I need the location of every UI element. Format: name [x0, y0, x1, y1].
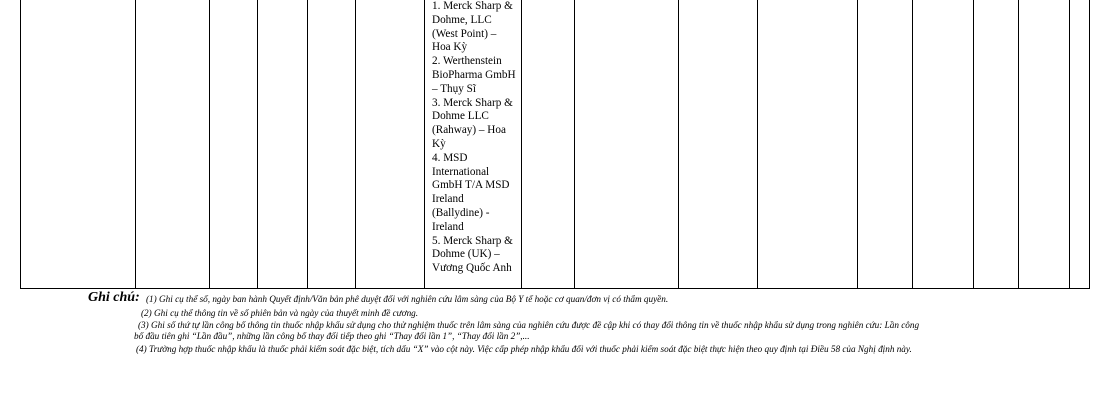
note-2: (2) Ghi cụ thể thông tin về số phiên bản và ngày của thuyết minh đề cương.	[141, 308, 419, 318]
note-3-line-1: (3) Ghi số thứ tự lần công bố thông tin thuốc nhập khẩu sử dụng cho thử nghiệm thuốc trên lâm sàng của nghiên cứu được đề cập khi có thay đổi thông tin về thuốc nhập khẩu sử dụng trong nghiên cứu: Lần công	[138, 320, 920, 330]
note-4: (4) Trường hợp thuốc nhập khẩu là thuốc phải kiểm soát đặc biệt, tích dấu “X” vào cột này. Việc cấp phép nhập khẩu đối với thuốc phải kiểm soát đặc biệt thực hiện theo quy định tại Điều 58 của Nghị định này.	[136, 344, 912, 354]
note-3-line-2: bố đầu tiên ghi “Lần đầu”, những lần công bố thay đổi tiếp theo ghi “Thay đổi lần 1”, “Thay đổi lần 2”,...	[134, 331, 530, 341]
notes-title: Ghi chú:	[88, 290, 140, 305]
note-1: (1) Ghi cụ thể số, ngày ban hành Quyết định/Văn bản phê duyệt đối với nghiên cứu lâm sàng của Bộ Y tế hoặc cơ quan/đơn vị có thẩm quyền.	[146, 294, 669, 304]
manufacturer-item: 4. MSD International GmbH T/A MSD Ireland (Ballydine) - Ireland	[432, 151, 510, 233]
manufacturer-item: 3. Merck Sharp & Dohme LLC (Rahway) – Hoa Kỳ	[432, 96, 513, 150]
manufacturer-item: 2. Werthenstein BioPharma GmbH – Thụy Sĩ	[432, 55, 516, 95]
manufacturer-item: 1. Merck Sharp & Dohme, LLC (West Point) – Hoa Kỳ	[432, 0, 513, 54]
manufacturer-item: 5. Merck Sharp & Dohme (UK) – Vương Quốc Anh	[432, 234, 513, 275]
